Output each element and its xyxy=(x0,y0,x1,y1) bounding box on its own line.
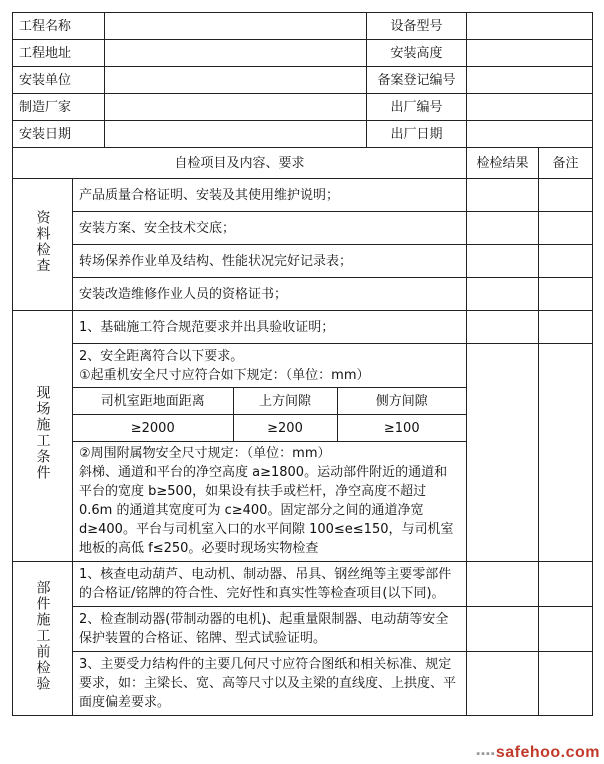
parts-item: 1、核查电动葫芦、电动机、制动器、吊具、钢丝绳等主要零部件的合格证/铭牌的符合性、完好性和真实性等检查项目(以下同)。 xyxy=(73,562,467,607)
clearance-header-row xyxy=(73,388,466,415)
form-table xyxy=(12,12,593,716)
info-row xyxy=(13,40,593,67)
remark-cell[interactable] xyxy=(539,245,593,278)
clearance-header: 司机室距地面距离 xyxy=(73,388,233,415)
factory-number-label: 出厂编号 xyxy=(367,94,467,121)
info-row xyxy=(13,121,593,148)
site-item-2 xyxy=(73,344,467,562)
install-unit-label: 安装单位 xyxy=(13,67,105,94)
documents-row xyxy=(13,212,593,245)
manufacturer-label: 制造厂家 xyxy=(13,94,105,121)
site-label: 现场施工条件 xyxy=(34,385,51,481)
documents-label: 资料检查 xyxy=(34,209,51,274)
remark-cell[interactable] xyxy=(539,278,593,311)
remark-cell[interactable] xyxy=(539,179,593,212)
result-cell[interactable] xyxy=(467,562,539,607)
parts-label-cell xyxy=(13,562,73,716)
clearance-header: 侧方间隙 xyxy=(337,388,466,415)
watermark-dots: ▪▪▪▪ xyxy=(476,748,496,760)
inspection-form xyxy=(12,12,592,752)
parts-item: 2、检查制动器(带制动器的电机)、起重量限制器、电动葫等安全保护装置的合格证、铭牌、型式试验证明。 xyxy=(73,607,467,652)
parts-item: 3、主要受力结构件的主要几何尺寸应符合图纸和相关标准、规定要求，如：主梁长、宽、高等尺寸以及主梁的直线度、上拱度、平面度偏差要求。 xyxy=(73,652,467,716)
result-cell[interactable] xyxy=(467,179,539,212)
remark-cell[interactable] xyxy=(539,212,593,245)
factory-date-value[interactable] xyxy=(467,121,593,148)
site-row xyxy=(13,311,593,344)
documents-row xyxy=(13,278,593,311)
info-row xyxy=(13,94,593,121)
header-row xyxy=(13,148,593,179)
parts-row xyxy=(13,562,593,607)
documents-item: 安装改造维修作业人员的资格证书； xyxy=(73,278,467,311)
result-cell[interactable] xyxy=(467,344,539,562)
documents-row xyxy=(13,179,593,212)
filing-number-value[interactable] xyxy=(467,67,593,94)
result-cell[interactable] xyxy=(467,245,539,278)
items-header: 自检项目及内容、要求 xyxy=(13,148,467,179)
info-row xyxy=(13,67,593,94)
project-name-label: 工程名称 xyxy=(13,13,105,40)
remark-cell[interactable] xyxy=(539,344,593,562)
parts-label: 部件施工前检验 xyxy=(34,579,51,692)
clearance-value-row xyxy=(73,415,466,442)
equipment-model-label: 设备型号 xyxy=(367,13,467,40)
documents-item: 转场保养作业单及结构、性能状况完好记录表； xyxy=(73,245,467,278)
result-cell[interactable] xyxy=(467,311,539,344)
result-cell[interactable] xyxy=(467,212,539,245)
install-date-value[interactable] xyxy=(105,121,367,148)
remark-cell[interactable] xyxy=(539,562,593,607)
remark-cell[interactable] xyxy=(539,311,593,344)
parts-row xyxy=(13,652,593,716)
clearance-value: ≥200 xyxy=(233,415,337,442)
project-address-label: 工程地址 xyxy=(13,40,105,67)
remark-cell[interactable] xyxy=(539,607,593,652)
factory-date-label: 出厂日期 xyxy=(367,121,467,148)
clearance-value: ≥2000 xyxy=(73,415,233,442)
documents-item: 产品质量合格证明、安装及其使用维护说明； xyxy=(73,179,467,212)
site-item-2-line-3: ②周围附属物安全尺寸规定：（单位：mm） xyxy=(79,446,331,461)
site-item-2-line-1: 2、安全距离符合以下要求。 xyxy=(79,349,244,364)
site-item-2-line-2: ①起重机安全尺寸应符合如下规定：（单位：mm） xyxy=(79,368,370,383)
watermark-text: safehoo.com xyxy=(495,744,600,761)
remark-cell[interactable] xyxy=(539,652,593,716)
remark-header: 备注 xyxy=(539,148,593,179)
parts-row xyxy=(13,607,593,652)
project-address-value[interactable] xyxy=(105,40,367,67)
clearance-header: 上方间隙 xyxy=(233,388,337,415)
site-item-1: 1、基础施工符合规范要求并出具验收证明； xyxy=(73,311,467,344)
project-name-value[interactable] xyxy=(105,13,367,40)
info-row xyxy=(13,13,593,40)
install-unit-value[interactable] xyxy=(105,67,367,94)
install-height-label: 安装高度 xyxy=(367,40,467,67)
watermark xyxy=(476,744,600,762)
install-date-label: 安装日期 xyxy=(13,121,105,148)
equipment-model-value[interactable] xyxy=(467,13,593,40)
site-item-2-text: 斜梯、通道和平台的净空高度 a≥1800。运动部件附近的通道和平台的宽度 b≥500，如果设有扶手或栏杆，净空高度不超过 0.6m 的通道其宽度可为 c≥400。固定部分之间的通道净宽 d≥400。平台与司机室入口的水平间隙 100≤e≤150，与司机室地板的高低 f≤250。必要时现场实物检查 xyxy=(79,465,454,556)
site-label-cell xyxy=(13,311,73,562)
result-cell[interactable] xyxy=(467,607,539,652)
install-height-value[interactable] xyxy=(467,40,593,67)
result-cell[interactable] xyxy=(467,278,539,311)
clearance-table xyxy=(73,387,466,442)
clearance-value: ≥100 xyxy=(337,415,466,442)
documents-item: 安装方案、安全技术交底； xyxy=(73,212,467,245)
documents-label-cell xyxy=(13,179,73,311)
factory-number-value[interactable] xyxy=(467,94,593,121)
site-row xyxy=(13,344,593,562)
filing-number-label: 备案登记编号 xyxy=(367,67,467,94)
manufacturer-value[interactable] xyxy=(105,94,367,121)
documents-row xyxy=(13,245,593,278)
result-cell[interactable] xyxy=(467,652,539,716)
result-header: 检检结果 xyxy=(467,148,539,179)
